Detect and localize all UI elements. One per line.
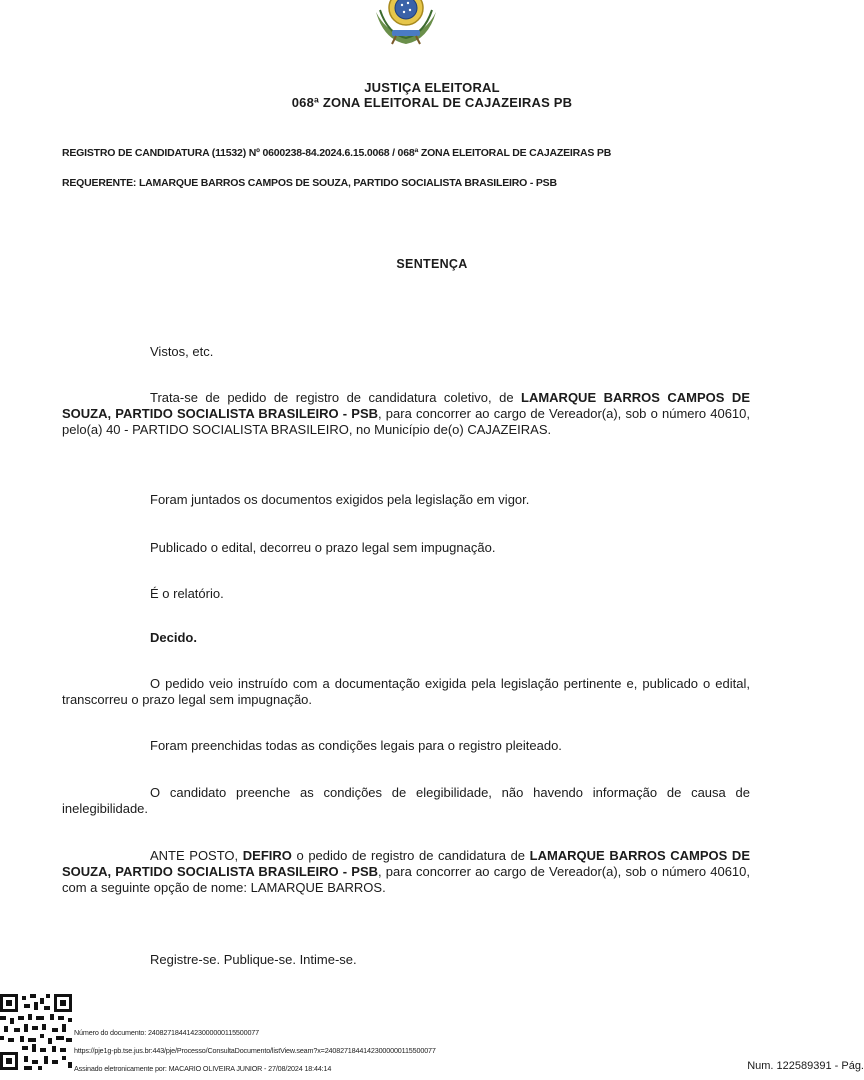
document-number: Número do documento: 24082718441423000000115500077: [74, 1028, 259, 1037]
paragraph-trata-se: [62, 390, 750, 438]
paragraph-vistos: Vistos, etc.: [150, 344, 214, 359]
case-requester: REQUERENTE: LAMARQUE BARROS CAMPOS DE SOUZA, PARTIDO SOCIALISTA BRASILEIRO - PSB: [62, 177, 557, 189]
electoral-zone: 068ª ZONA ELEITORAL DE CAJAZEIRAS PB: [291, 95, 573, 110]
text-run: , para concorrer ao cargo de Vereador(a), sob o número 40610, com a seguinte opção de nome: LAMARQUE BARROS.: [62, 864, 750, 895]
coat-of-arms-logo: [366, 0, 446, 48]
text-run: , para concorrer ao cargo de Vereador(a), sob o número 40610, pelo(a) 40 - PARTIDO SOCIALISTA BRASILEIRO, no Município de(o) CAJAZEIRAS.: [62, 406, 750, 437]
paragraph-registre-se: Registre-se. Publique-se. Intime-se.: [150, 952, 357, 967]
text-run: o pedido de registro de candidatura de: [291, 848, 530, 863]
text-run: Trata-se de pedido de registro de candidatura coletivo, de: [150, 390, 522, 405]
paragraph-relatorio: É o relatório.: [150, 586, 224, 601]
case-registration: REGISTRO DE CANDIDATURA (11532) Nº 0600238-84.2024.6.15.0068 / 068ª ZONA ELEITORAL DE CAJAZEIRAS PB: [62, 147, 612, 159]
bold-run: DEFIRO: [242, 848, 292, 863]
electronic-signature: Assinado eletronicamente por: MACARIO OLIVEIRA JUNIOR - 27/08/2024 18:44:14: [74, 1064, 332, 1073]
paragraph-condicoes: Foram preenchidas todas as condições legais para o registro pleiteado.: [150, 738, 562, 753]
paragraph-instruido: O pedido veio instruído com a documentação exigida pela legislação pertinente e, publicado o edital, transcorreu o prazo legal sem impugnação.: [62, 676, 750, 707]
paragraph-edital: Publicado o edital, decorreu o prazo legal sem impugnação.: [150, 540, 496, 555]
document-title: SENTENÇA: [396, 257, 468, 271]
paragraph-elegibilidade: O candidato preenche as condições de elegibilidade, não havendo informação de causa de inelegibilidade.: [62, 785, 750, 816]
court-name: JUSTIÇA ELEITORAL: [364, 80, 500, 95]
bold-run: LAMARQUE BARROS CAMPOS DE SOUZA, PARTIDO SOCIALISTA BRASILEIRO - PSB: [62, 848, 750, 879]
page-number: Num. 122589391 - Pág.: [747, 1060, 864, 1072]
text-run: ANTE POSTO,: [150, 848, 243, 863]
bold-run: LAMARQUE BARROS CAMPOS DE SOUZA, PARTIDO SOCIALISTA BRASILEIRO - PSB: [62, 390, 750, 421]
paragraph-ante-posto: [62, 848, 750, 896]
paragraph-documentos: Foram juntados os documentos exigidos pela legislação em vigor.: [150, 492, 530, 507]
qr-code-icon: [0, 994, 72, 1070]
bold-run: Decido.: [150, 630, 197, 645]
document-url-link[interactable]: https://pje1g-pb.tse.jus.br:443/pje/Processo/ConsultaDocumento/listView.seam?x=24082718441423000000115500077: [74, 1046, 436, 1055]
paragraph-decido: [150, 630, 750, 646]
